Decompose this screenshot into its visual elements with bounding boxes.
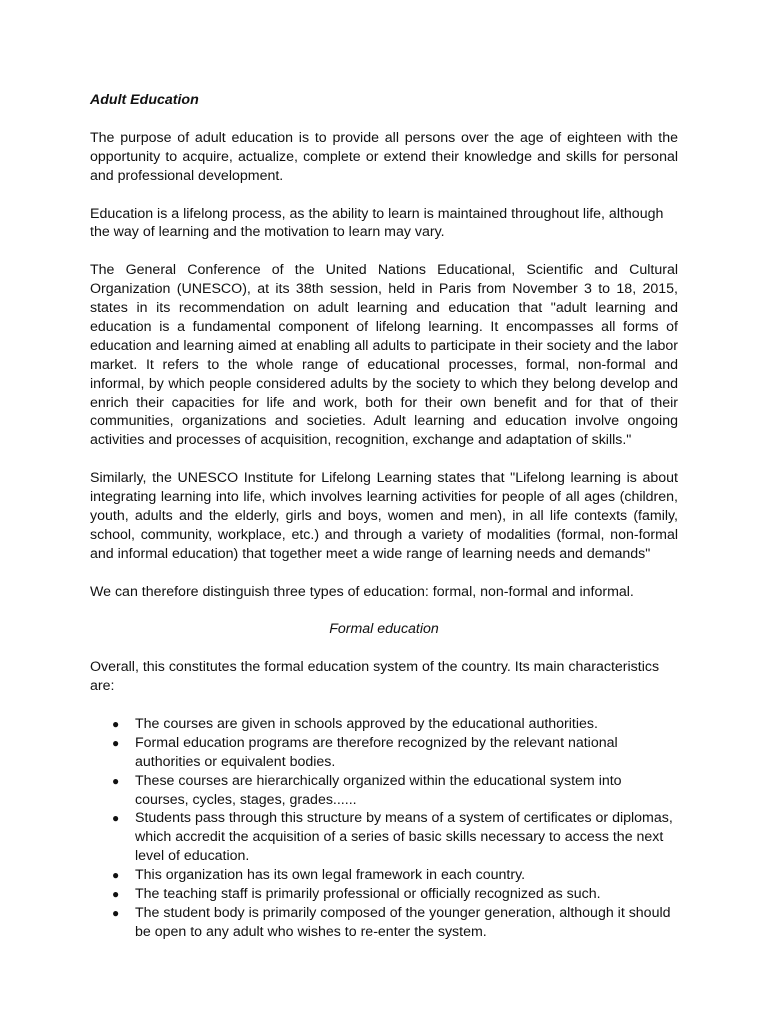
- paragraph-purpose: The purpose of adult education is to provide all persons over the age of eighteen with the opportunity to acquire, actualize, complete or extend their knowledge and skills for personal and professional development.: [90, 129, 678, 184]
- paragraph-lifelong-process: Education is a lifelong process, as the ability to learn is maintained throughout life, although the way of learning and the motivation to learn may vary.: [90, 205, 664, 241]
- paragraph-unesco-institute: Similarly, the UNESCO Institute for Lifelong Learning states that "Lifelong learning is about integrating learning into life, which involves learning activities for people of all ages (children, youth, adults and the elderly, girls and boys, women and men), in all life contexts (family, school, community, workplace, etc.) and through a variety of modalities (formal, non-formal and informal education) that together meet a wide range of learning needs and demands": [90, 470, 678, 562]
- list-item: [90, 734, 678, 772]
- list-item: [90, 809, 678, 866]
- list-item-text: This organization has its own legal framework in each country.: [135, 867, 526, 884]
- list-item-text: Formal education programs are therefore recognized by the relevant national authorities or equivalent bodies.: [135, 734, 618, 770]
- list-item-text: The courses are given in schools approved by the educational authorities.: [135, 715, 598, 732]
- bullet-icon: ●: [112, 868, 120, 883]
- section-intro: Overall, this constitutes the formal education system of the country. Its main characteristics are:: [90, 659, 660, 695]
- list-item: [90, 715, 678, 734]
- list-item-text: The teaching staff is primarily professional or officially recognized as such.: [135, 886, 601, 903]
- document-title: Adult Education: [90, 92, 199, 108]
- section-heading-formal-education: Formal education: [329, 621, 439, 638]
- bullet-icon: ●: [112, 905, 120, 920]
- bullet-icon: ●: [112, 773, 120, 788]
- paragraph-unesco-conference: The General Conference of the United Nations Educational, Scientific and Cultural Organization (UNESCO), at its 38th session, held in Paris from November 3 to 18, 2015, states in its recommendation on adult learning and education that "adult learning and education is a fundamental component of lifelong learning. It encompasses all forms of education and learning aimed at enabling all adults to participate in their society and the labor market. It refers to the whole range of educational processes, formal, non-formal and informal, by which people considered adults by the society to which they belong develop and enrich their capacities for life and work, both for their own benefit and for that of their communities, organizations and societies. Adult learning and education involve ongoing activities and processes of acquisition, recognition, exchange and adaptation of skills.": [90, 262, 678, 449]
- list-item: [90, 904, 678, 942]
- list-item-text: Students pass through this structure by means of a system of certificates or diplomas, which accredit the acquisition of a series of basic skills necessary to access the next level of education.: [135, 810, 673, 865]
- list-item: [90, 866, 678, 885]
- bullet-icon: ●: [112, 735, 120, 750]
- paragraph-three-types: We can therefore distinguish three types of education: formal, non-formal and informal.: [90, 583, 634, 600]
- list-item-text: These courses are hierarchically organized within the educational system into courses, cycles, stages, grades......: [135, 772, 622, 808]
- list-item-text: The student body is primarily composed of the younger generation, although it should be open to any adult who wishes to re-enter the system.: [135, 904, 671, 940]
- bullet-icon: ●: [112, 887, 120, 902]
- characteristics-list: [90, 715, 678, 942]
- bullet-icon: ●: [112, 716, 120, 731]
- document-page: [90, 91, 678, 942]
- bullet-icon: ●: [112, 811, 120, 826]
- list-item: [90, 772, 678, 810]
- list-item: [90, 885, 678, 904]
